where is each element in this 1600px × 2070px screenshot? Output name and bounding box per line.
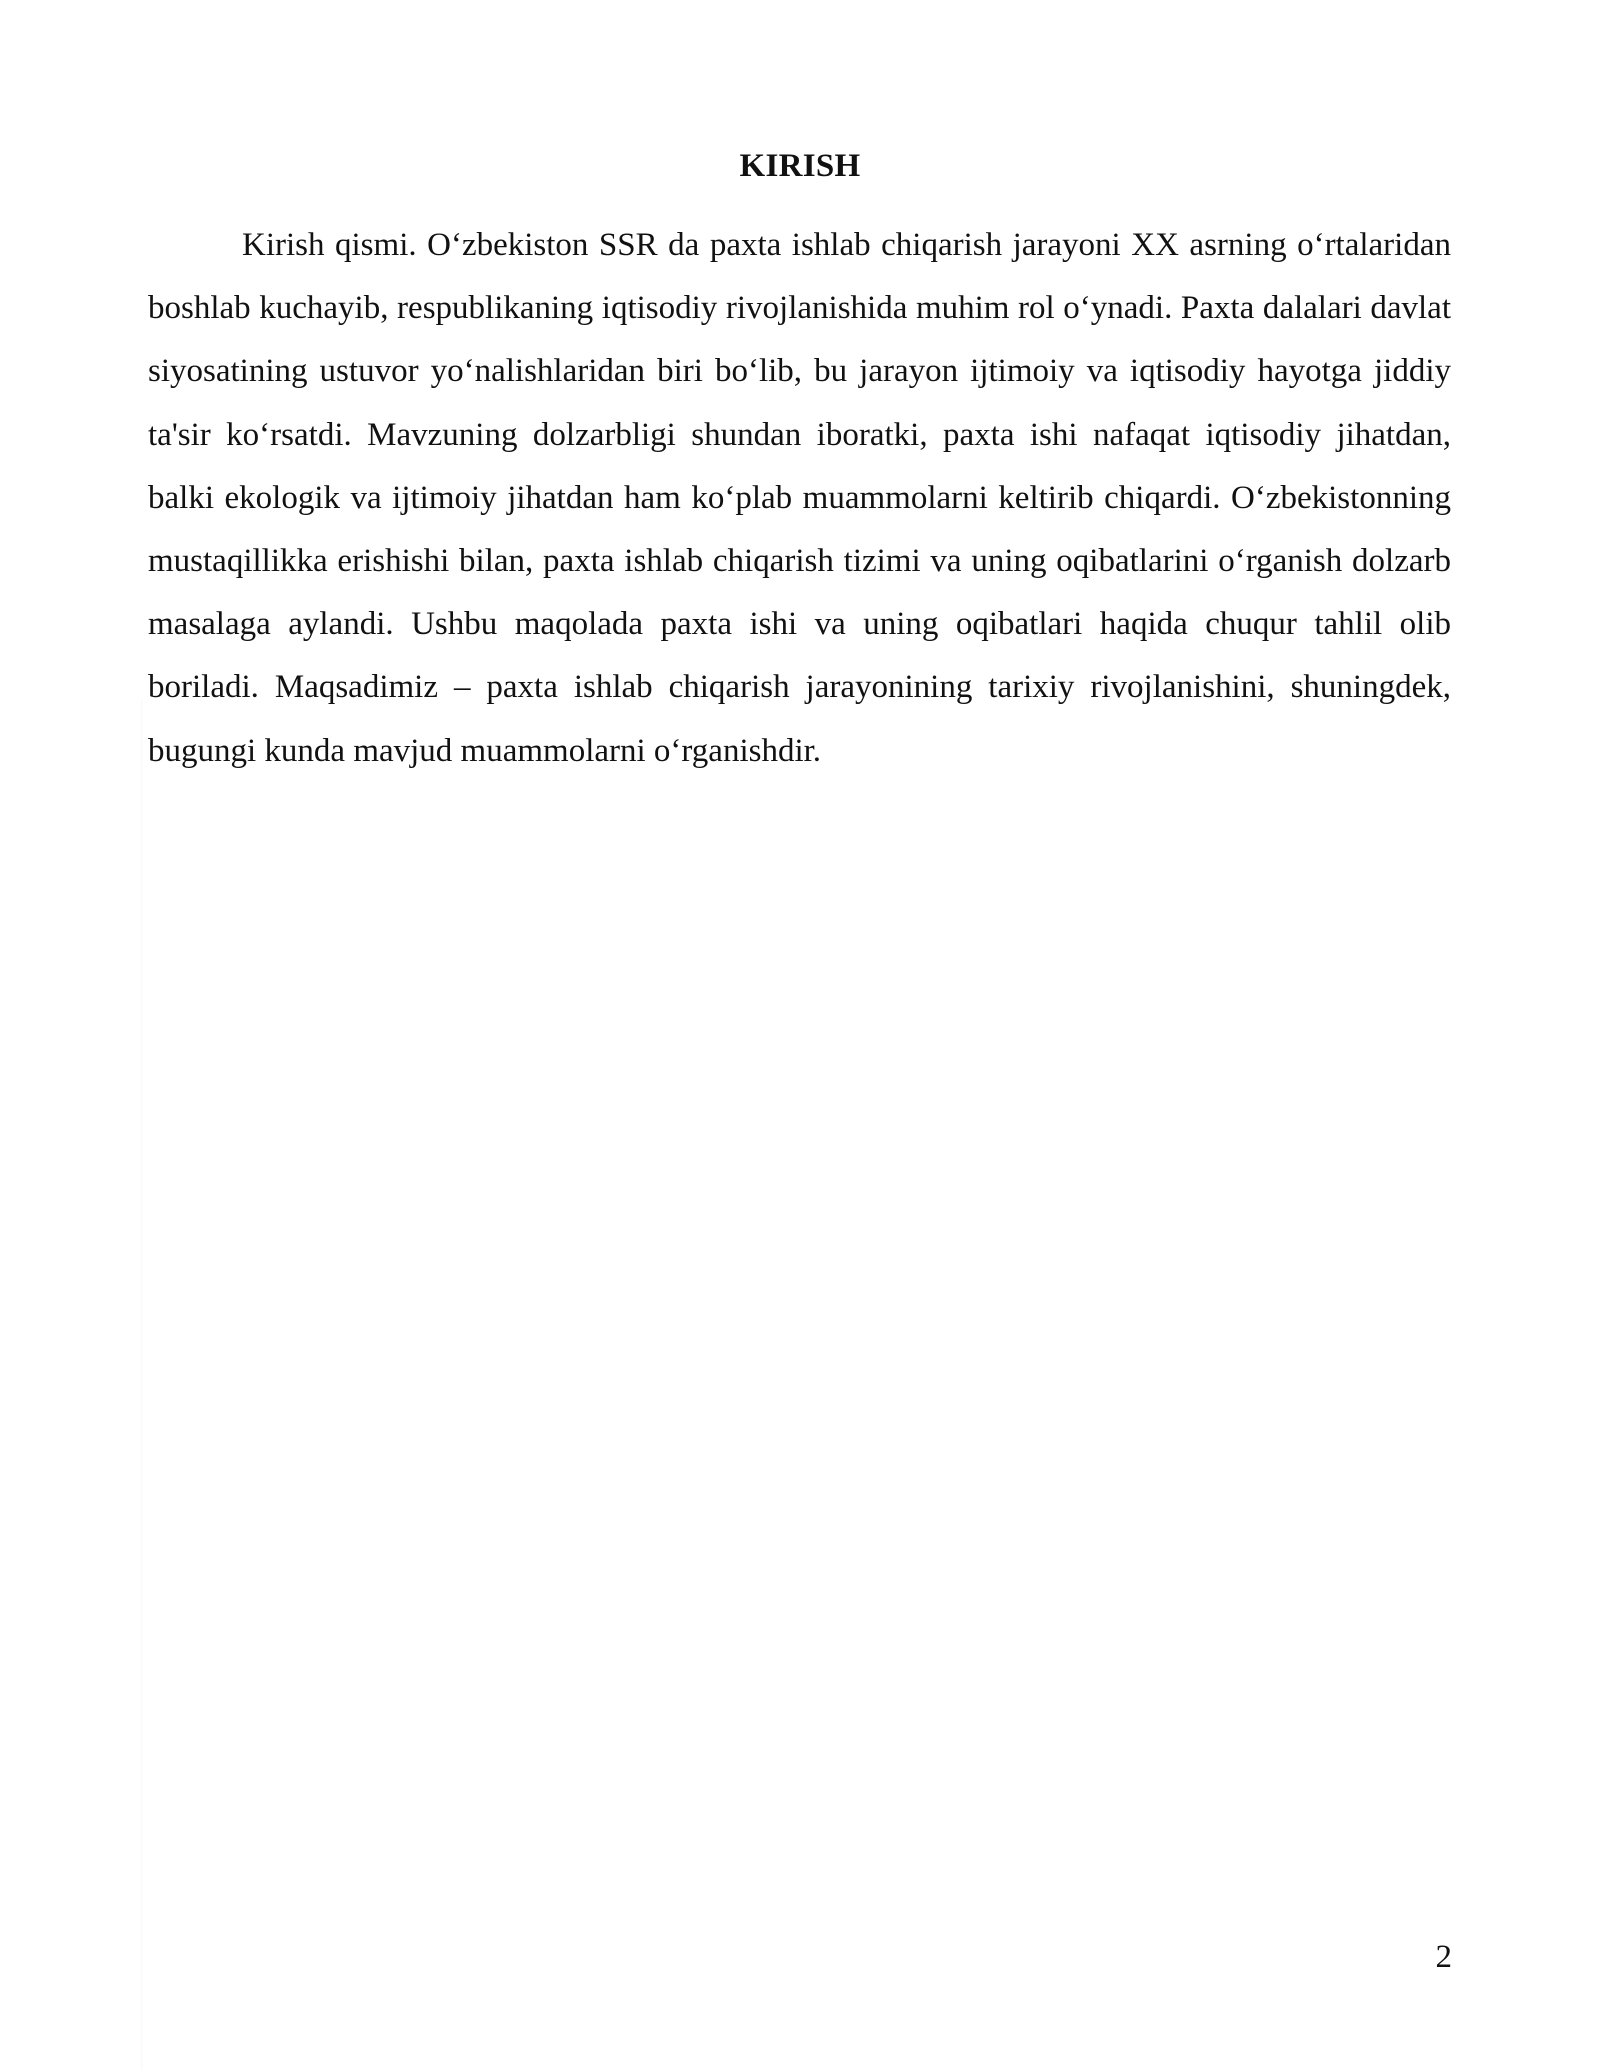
page-number: 2 xyxy=(1435,1939,1452,1975)
body-paragraph: Kirish qismi. O‘zbekiston SSR da paxta ishlab chiqarish jarayoni XX asrning o‘rtalaridan boshlab kuchayib, respublikaning iqtisodiy rivojlanishida muhim rol o‘ynadi. Paxta dalalari davlat siyosatining ustuvor yo‘nalishlaridan biri bo‘lib, bu jarayon ijtimoiy va iqtisodiy hayotga jiddiy ta'sir ko‘rsatdi. Mavzuning dolzarbligi shundan iboratki, paxta ishi nafaqat iqtisodiy jihatdan, balki ekologik va ijtimoiy jihatdan ham ko‘plab muammolarni keltirib chiqardi. O‘zbekistonning mustaqillikka erishishi bilan, paxta ishlab chiqarish tizimi va uning oqibatlarini o‘rganish dolzarb masalaga aylandi. Ushbu maqolada paxta ishi va uning oqibatlari haqida chuqur tahlil olib boriladi. Maqsadimiz – paxta ishlab chiqarish jarayonining tarixiy rivojlanishini, shuningdek, bugungi kunda mavjud muammolarni o‘rganishdir. xyxy=(148,227,1451,769)
page-edge-shadow xyxy=(141,700,143,2070)
section-title: KIRISH xyxy=(739,148,861,184)
